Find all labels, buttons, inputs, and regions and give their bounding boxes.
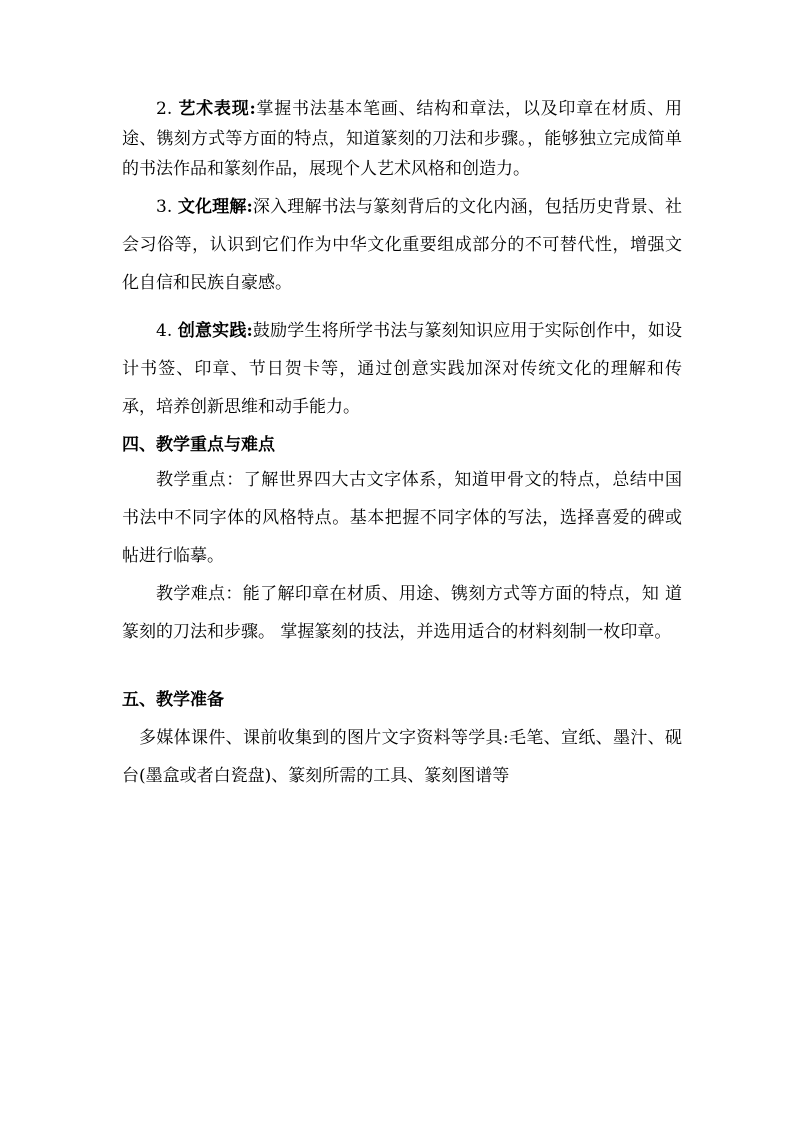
- item-title: 文化理解:: [177, 197, 253, 217]
- item-text: 掌握书法基本笔画、结构和章法，以及印章在材质、用途、镌刻方式等方面的特点，知道篆刻的刀法和步骤。，能够独立完成简单的书法作品和篆刻作品，展现个人艺术风格和创造力。: [122, 99, 683, 179]
- item-title: 创意实践:: [177, 321, 253, 341]
- item-number: 3.: [156, 197, 173, 217]
- item-text: 鼓励学生将所学书法与篆刻知识应用于实际创作中，如设计书签、印章、节日贺卡等，通过创意实践加深对传统文化的理解和传承，培养创新思维和动手能力。: [122, 321, 682, 417]
- paragraph-difficulties: 教学难点：能了解印章在材质、用途、镌刻方式等方面的特点，知 道篆刻的刀法和步骤。 掌握篆刻的技法，并选用适合的材料刻制一枚印章。: [122, 584, 682, 642]
- paragraph-preparation: 多媒体课件、课前收集到的图片文字资料等学具:毛笔、宣纸、墨汁、砚台(墨盒或者白瓷盘)、篆刻所需的工具、篆刻图谱等: [122, 728, 682, 786]
- item-title: 艺术表现:: [178, 99, 256, 119]
- item-number: 4.: [156, 321, 173, 341]
- paragraph-creative-practice: [122, 312, 682, 426]
- item-text: 深入理解书法与篆刻背后的文化内涵，包括历史背景、社会习俗等，认识到它们作为中华文化重要组成部分的不可替代性，增强文化自信和民族自豪感。: [122, 197, 682, 293]
- paragraph-cultural-understanding: [122, 188, 682, 302]
- paragraph-key-points: 教学重点：了解世界四大古文字体系，知道甲骨文的特点，总结中国书法中不同字体的风格特点。基本把握不同字体的写法，选择喜爱的碑或帖进行临摹。: [122, 470, 682, 566]
- paragraph-art-expression: [122, 94, 682, 184]
- item-number: 2.: [156, 99, 173, 119]
- heading-teaching-preparation: 五、教学准备: [122, 690, 224, 710]
- heading-key-points-difficulties: 四、教学重点与难点: [122, 435, 275, 455]
